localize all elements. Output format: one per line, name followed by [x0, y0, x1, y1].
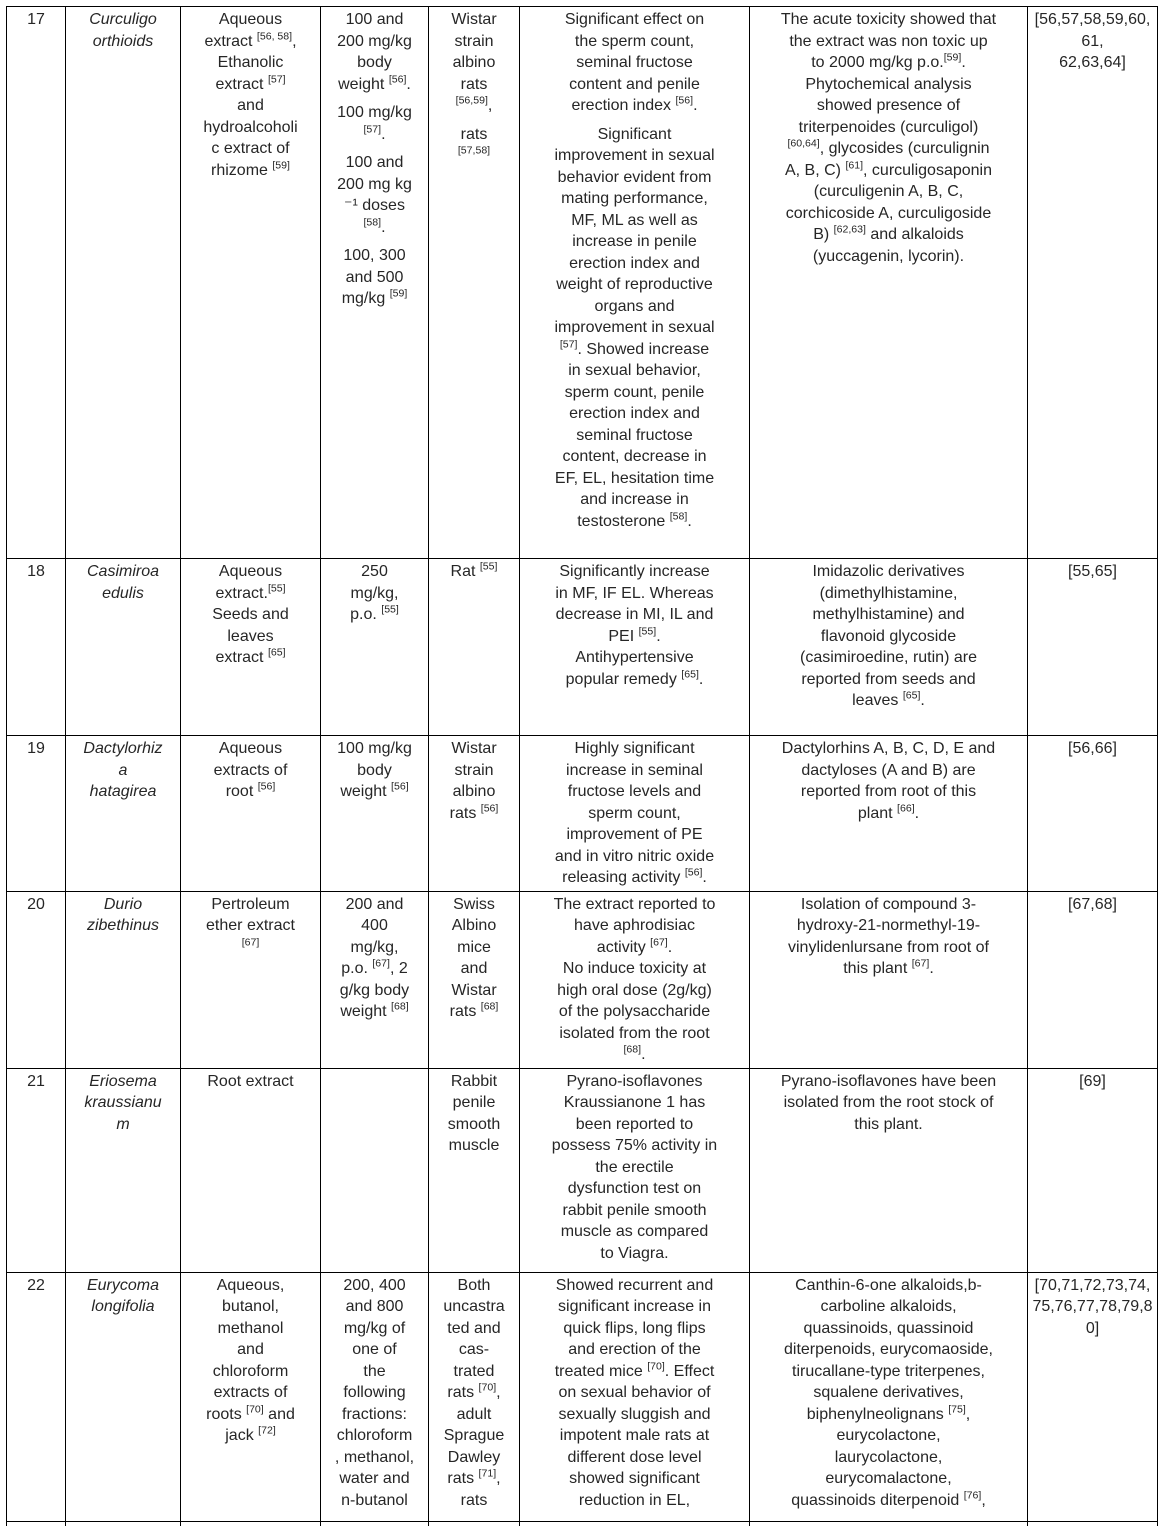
cell-phytochemistry [750, 559, 1028, 736]
cell-paragraph: [70,71,72,73,74, 75,76,77,78,79,8 0] [1032, 1276, 1153, 1337]
cell-paragraph: 21 [27, 1072, 45, 1090]
cell-row-number [7, 1272, 66, 1521]
cell-paragraph: Eriosema kraussianu m [84, 1072, 162, 1133]
cell-paragraph: Imidazolic derivatives (dimethylhistamine, methylhistamine) and flavonoid glycoside (casimiroedine, rutin) are reported from seeds and leaves [65]. [800, 563, 977, 709]
cell-paragraph: 250 mg/kg, p.o. [55] [350, 563, 399, 623]
table-row [7, 1272, 1158, 1521]
cell-extract-type [181, 7, 321, 559]
cell-paragraph: Pertroleum ether extract [67] [206, 895, 295, 949]
cell-dose [321, 1068, 429, 1272]
table-row [7, 7, 1158, 559]
cell-reported-effects [520, 1272, 750, 1521]
cell-phytochemistry [750, 7, 1028, 559]
cell-dose [321, 7, 429, 559]
cell-paragraph: Casimiroa edulis [86, 563, 159, 602]
cell-phytochemistry [750, 891, 1028, 1068]
cell-paragraph: Swiss Albino mice and Wistar rats [68] [449, 895, 499, 1020]
cell-paragraph: Dactylorhiz a hatagirea [83, 740, 163, 800]
cell-animal-model [429, 891, 520, 1068]
cell-paragraph: [69] [1079, 1072, 1106, 1090]
cell-row-number [7, 1068, 66, 1272]
cell-paragraph: Highly significant increase in seminal fructose levels and sperm count, improvement of PE and in vitro nitric oxide releasing activity [56]. [554, 740, 715, 886]
cell-paragraph: Rat [55] [450, 560, 498, 580]
cell-dose [321, 559, 429, 736]
cell-animal-model [429, 7, 520, 559]
cell-extract-type [181, 1068, 321, 1272]
cell-plant-name [66, 891, 181, 1068]
cell-plant-name [66, 1521, 181, 1526]
cell-paragraph: rats [57,58] [457, 125, 491, 157]
cell-paragraph: The acute toxicity showed that the extract was non toxic up to 2000 mg/kg p.o.[59]. Phytochemical analysis showed presence of triterpenoides (curculigol) [60,64], glycosides (curculignin A, B, C) [61], curculigosaponin (curculigenin A, B, C, corchicoside A, curculigoside B) [62,63] and alkaloids (yuccagenin, lycorin). [780, 11, 997, 265]
cell-animal-model [429, 559, 520, 736]
cell-paragraph: Dactylorhins A, B, C, D, E and dactyloses (A and B) are reported from root of this plant [66]. [781, 740, 996, 822]
cell-paragraph: The extract reported to have aphrodisiac activity [67]. No induce toxicity at high oral dose (2g/kg) of the polysaccharide isolated from the root [68]. [553, 895, 716, 1063]
cell-dose [321, 1521, 429, 1526]
cell-dose [321, 891, 429, 1068]
table-body [7, 7, 1158, 1526]
cell-paragraph: Isolation of compound 3- hydroxy-21-normethyl-19- vinylidenlursane from root of this plant [67]. [788, 895, 989, 977]
cell-paragraph: Significant effect on the sperm count, seminal fructose content and penile erection index [56]. [564, 11, 705, 114]
cell-reported-effects [520, 891, 750, 1068]
cell-paragraph: 19 [27, 740, 45, 757]
cell-paragraph: 17 [27, 11, 45, 28]
cell-paragraph: 100 and 200 mg/kg body weight [56]. [337, 11, 412, 93]
cell-reported-effects [520, 1068, 750, 1272]
cell-paragraph: 200, 400 and 800 mg/kg of one of the following fractions: chloroform , methanol, water and n-butanol [334, 1276, 415, 1509]
table-row-clipped [7, 1521, 1158, 1526]
cell-paragraph: Significant improvement in sexual behavior evident from mating performance, MF, ML as well as increase in penile erection index and weight of reproductive organs and improvement in sexual [57]. Showed increase in sexual behavior, sperm count, penile erection index and seminal fructose content, decrease in EF, EL, hesitation time and increase in testosterone [58]. [554, 125, 715, 530]
cell-paragraph: Aqueous extract [56, 58], Ethanolic extract [57] and hydroalcoholi c extract of rhizome [59] [203, 11, 298, 179]
cell-paragraph: Aqueous extract.[55] Seeds and leaves extract [65] [212, 563, 289, 666]
cell-paragraph: 18 [27, 563, 45, 580]
cell-paragraph: Both uncastra ted and cas- trated rats [70], adult Sprague Dawley rats [71], rats [443, 1276, 505, 1509]
cell-paragraph: Eurycoma longifolia [86, 1276, 160, 1315]
cell-paragraph: Root extract [207, 1072, 294, 1090]
cell-row-number [7, 891, 66, 1068]
cell-references [1028, 891, 1158, 1068]
cell-animal-model [429, 1272, 520, 1521]
cell-row-number [7, 736, 66, 892]
cell-references [1028, 736, 1158, 892]
aphrodisiac-plants-table [6, 6, 1158, 1526]
cell-paragraph: Curculigo orthioids [89, 11, 157, 50]
cell-paragraph: Durio zibethinus [86, 895, 160, 934]
cell-reported-effects [520, 559, 750, 736]
cell-extract-type [181, 1521, 321, 1526]
table-row [7, 1068, 1158, 1272]
cell-plant-name [66, 559, 181, 736]
cell-paragraph: Rabbit penile smooth muscle [447, 1072, 501, 1154]
cell-animal-model [429, 1068, 520, 1272]
table-row [7, 736, 1158, 892]
cell-plant-name [66, 1272, 181, 1521]
cell-extract-type [181, 736, 321, 892]
cell-paragraph: Aqueous, butanol, methanol and chloroform extracts of roots [70] and jack [72] [206, 1276, 295, 1444]
cell-dose [321, 736, 429, 892]
cell-row-number [7, 1521, 66, 1526]
cell-paragraph: [55,65] [1068, 563, 1117, 580]
cell-paragraph: [67,68] [1068, 895, 1117, 913]
cell-paragraph: Aqueous extracts of root [56] [213, 740, 288, 800]
cell-references [1028, 1521, 1158, 1526]
cell-animal-model [429, 736, 520, 892]
cell-references [1028, 559, 1158, 736]
cell-references [1028, 1272, 1158, 1521]
cell-references [1028, 1068, 1158, 1272]
cell-paragraph: 100 mg/kg [57]. [337, 104, 412, 143]
cell-references [1028, 7, 1158, 559]
cell-paragraph: Wistar strain albino rats [56,59], [451, 11, 497, 114]
cell-phytochemistry [750, 736, 1028, 892]
cell-paragraph: 100 and 200 mg kg ⁻¹ doses [58]. [337, 154, 412, 236]
cell-plant-name [66, 736, 181, 892]
cell-reported-effects [520, 1521, 750, 1526]
cell-reported-effects [520, 7, 750, 559]
cell-paragraph: Pyrano-isoflavones have been isolated from the root stock of this plant. [780, 1072, 997, 1133]
cell-paragraph: Wistar strain albino rats [56] [449, 740, 499, 822]
cell-paragraph: Canthin-6-one alkaloids,b- carboline alkaloids, quassinoids, quassinoid diterpenoids, eurycomaoside, tirucallane-type triterpenes, squalene derivatives, biphenylneolignans [75], eurycolactone, laurycolactone, eurycomalactone, quassinoids diterpenoid [76], [783, 1276, 993, 1509]
cell-plant-name [66, 1068, 181, 1272]
cell-paragraph: Significantly increase in MF, IF EL. Whereas decrease in MI, IL and PEI [55]. Antihypertensive popular remedy [65]. [555, 563, 714, 688]
cell-paragraph: Pyrano-isoflavones Kraussianone 1 has been reported to possess 75% activity in the erectile dysfunction test on rabbit penile smooth muscle as compared to Viagra. [551, 1072, 718, 1262]
cell-paragraph: 20 [27, 895, 45, 913]
cell-paragraph: [56,57,58,59,60,61, 62,63,64] [1034, 11, 1151, 71]
table-row [7, 559, 1158, 736]
cell-paragraph: 200 and 400 mg/kg, p.o. [67], 2 g/kg body weight [68] [339, 895, 410, 1020]
cell-paragraph: 100 mg/kg body weight [56] [337, 740, 412, 800]
cell-phytochemistry [750, 1272, 1028, 1521]
cell-animal-model [429, 1521, 520, 1526]
cell-plant-name [66, 7, 181, 559]
cell-extract-type [181, 891, 321, 1068]
cell-paragraph: Showed recurrent and significant increase in quick flips, long flips and erection of the treated mice [70]. Effect on sexual behavior of sexually sluggish and impotent male rats at different dose level showed significant reduction in EL, [554, 1276, 715, 1509]
cell-paragraph: [56,66] [1068, 740, 1117, 757]
cell-phytochemistry [750, 1068, 1028, 1272]
cell-reported-effects [520, 736, 750, 892]
cell-row-number [7, 7, 66, 559]
cell-paragraph: 100, 300 and 500 mg/kg [59] [341, 247, 408, 307]
cell-paragraph: 22 [27, 1276, 45, 1294]
cell-row-number [7, 559, 66, 736]
cell-extract-type [181, 559, 321, 736]
cell-extract-type [181, 1272, 321, 1521]
cell-phytochemistry [750, 1521, 1028, 1526]
cell-dose [321, 1272, 429, 1521]
table-row [7, 891, 1158, 1068]
